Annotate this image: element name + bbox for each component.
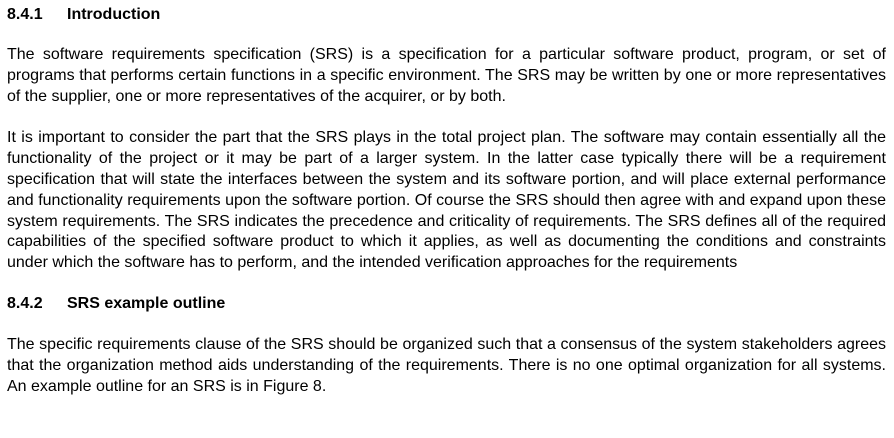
paragraph-srs-definition: The software requirements specification (SRS) is a specification for a particular software product, program, or set of programs that performs certain functions in a specific environment. The SRS may be written by one or more representatives of the supplier, one or more representatives of the acquirer, or by both. <box>7 46 886 105</box>
paragraph-srs-role: It is important to consider the part that the SRS plays in the total project plan. The software may contain essentially all the functionality of the project or it may be part of a larger system. In the latter case typically there will be a requirement specification that will state the interfaces between the system and its software portion, and will place external performance and functionality requirements upon the software portion. Of course the SRS should then agree with and expand upon these system requirements. The SRS indicates the precedence and criticality of requirements. The SRS defines all of the required capabilities of the specified software product to which it applies, as well as documenting the conditions and constraints under which the software has to perform, and the intended verification approaches for the requirements <box>7 129 886 272</box>
section-number: 8.4.2 <box>7 294 43 312</box>
paragraph-srs-organization: The specific requirements clause of the SRS should be organized such that a consensus of the system stakeholders agrees that the organization method aids understanding of the requirements. There is no one optimal organization for all systems. An example outline for an SRS is in Figure 8. <box>7 335 886 395</box>
section-heading-srs-outline <box>7 294 886 314</box>
section-heading-introduction <box>7 0 886 25</box>
section-title: Introduction <box>67 6 161 23</box>
section-number: 8.4.1 <box>7 6 43 23</box>
section-title: SRS example outline <box>67 294 226 312</box>
